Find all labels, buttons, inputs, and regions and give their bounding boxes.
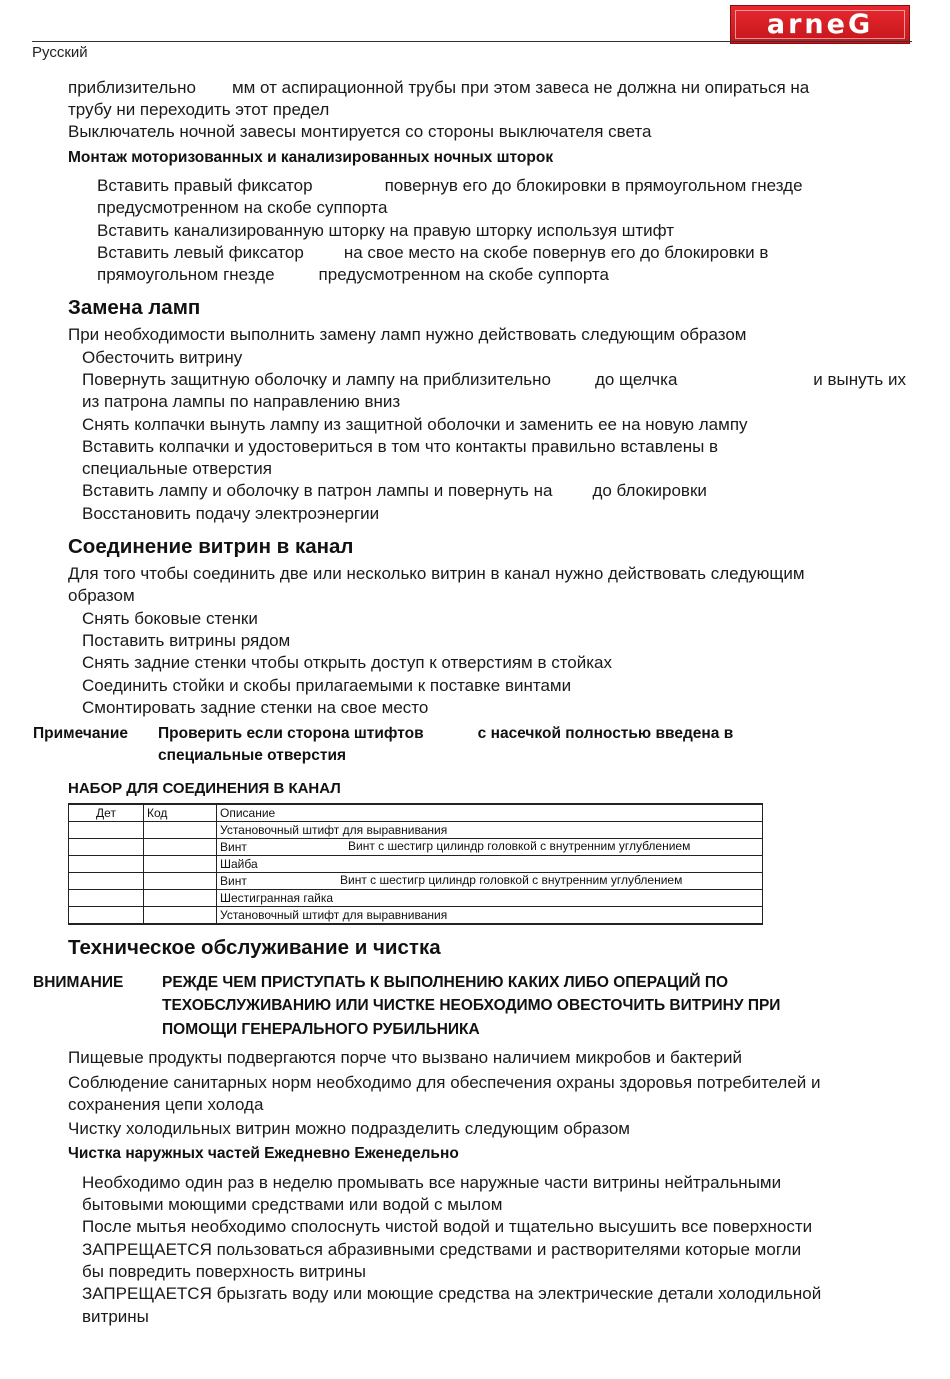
kit-cell-description: Шестигранная гайка — [217, 890, 763, 907]
kit-cell-desc-name: Винт — [220, 873, 247, 888]
lamps-step-2c: и вынуть их — [813, 370, 906, 389]
motorized-line-1a: Вставить правый фиксатор — [97, 176, 313, 195]
channel-step-3: Снять задние стенки чтобы открыть доступ к отверстиям в стойках — [82, 653, 613, 672]
language-label: Русский — [32, 44, 88, 61]
note-line-1b: с насечкой полностью введена в — [477, 725, 734, 742]
lamps-step-3: Снять колпачки вынуть лампу из защитной оболочки и заменить ее на новую лампу — [82, 415, 748, 434]
kit-header-description: Описание — [217, 804, 763, 822]
note-line-1a: Проверить если сторона штифтов — [158, 725, 424, 742]
kit-table — [68, 803, 763, 925]
kit-cell-desc-extra: Винт с шестигр цилиндр головкой с внутренним углублением — [340, 873, 683, 887]
kit-cell-code — [144, 839, 217, 856]
motorized-line-2: предусмотренном на скобе суппорта — [97, 198, 388, 217]
lamps-step-5a: Вставить лампу и оболочку в патрон лампы и повернуть на — [82, 481, 553, 500]
cleaning-line-3b: бы повредить поверхность витрины — [82, 1262, 366, 1281]
kit-cell-part — [69, 907, 144, 925]
header-divider — [32, 41, 912, 42]
logo-text: arneG — [766, 9, 874, 40]
motorized-line-5 — [97, 264, 609, 286]
cleaning-line-1b: бытовыми моющими средствами или водой с мылом — [82, 1195, 503, 1214]
kit-cell-part — [69, 873, 144, 890]
kit-header-part: Дет — [69, 804, 144, 822]
maintenance-p2b: сохранения цепи холода — [68, 1095, 264, 1114]
channel-step-1: Снять боковые стенки — [82, 609, 258, 628]
brand-logo — [730, 5, 910, 44]
kit-cell-code — [144, 873, 217, 890]
lamps-step-2a: Повернуть защитную оболочку и лампу на приблизительно — [82, 370, 551, 389]
cleaning-line-1a: Необходимо один раз в неделю промывать все наружные части витрины нейтральными — [82, 1173, 782, 1192]
kit-cell-part — [69, 890, 144, 907]
intro-line-2: трубу ни переходить этот предел — [68, 100, 330, 119]
cleaning-line-4a: ЗАПРЕЩАЕТСЯ брызгать воду или моющие средства на электрические детали холодильной — [82, 1284, 822, 1303]
kit-cell-part — [69, 822, 144, 839]
kit-cell-code — [144, 907, 217, 925]
kit-row — [69, 822, 763, 839]
kit-cell-code — [144, 856, 217, 873]
maintenance-p1: Пищевые продукты подвергаются порче что вызвано наличием микробов и бактерий — [68, 1048, 742, 1067]
kit-cell-code — [144, 890, 217, 907]
kit-header-row — [69, 804, 763, 822]
warning-label: ВНИМАНИЕ — [33, 974, 124, 991]
kit-cell-code — [144, 822, 217, 839]
intro-line-1a: приблизительно — [68, 78, 196, 97]
kit-title: НАБОР ДЛЯ СОЕДИНЕНИЯ В КАНАЛ — [68, 780, 341, 797]
kit-header-code: Код — [144, 804, 217, 822]
kit-row — [69, 873, 763, 890]
motorized-line-4b: на свое место на скобе повернув его до блокировки в — [343, 243, 769, 262]
maintenance-p2a: Соблюдение санитарных норм необходимо для обеспечения охраны здоровья потребителей и — [68, 1073, 821, 1092]
note-line-1 — [158, 723, 733, 745]
warning-line-1: РЕЖДЕ ЧЕМ ПРИСТУПАТЬ К ВЫПОЛНЕНИЮ КАКИХ ЛИБО ОПЕРАЦИЙ ПО — [162, 974, 729, 991]
intro-line-1 — [68, 77, 809, 99]
cleaning-line-3a: ЗАПРЕЩАЕТСЯ пользоваться абразивными средствами и растворителями которые могли — [82, 1240, 802, 1259]
motorized-line-5b: предусмотренном на скобе суппорта — [318, 265, 609, 284]
lamps-step-5 — [82, 480, 707, 502]
motorized-line-5a: прямоугольном гнезде — [97, 265, 275, 284]
warning-line-3: ПОМОЩИ ГЕНЕРАЛЬНОГО РУБИЛЬНИКА — [162, 1021, 480, 1038]
kit-cell-desc-extra: Винт с шестигр цилиндр головкой с внутренним углублением — [348, 839, 691, 853]
motorized-line-1 — [97, 175, 803, 197]
note-label: Примечание — [33, 725, 128, 742]
cleaning-line-4b: витрины — [82, 1307, 149, 1326]
maintenance-title: Техническое обслуживание и чистка — [68, 936, 441, 959]
kit-cell-part — [69, 839, 144, 856]
lamps-step-4a: Вставить колпачки и удостовериться в том что контакты правильно вставлены в — [82, 437, 719, 456]
motorized-line-4a: Вставить левый фиксатор — [97, 243, 304, 262]
note-line-2: специальные отверстия — [158, 747, 347, 764]
channel-intro-1: Для того чтобы соединить две или несколько витрин в канал нужно действовать следующим — [68, 564, 805, 583]
logo-frame — [735, 10, 905, 39]
motorized-line-1b: повернув его до блокировки в прямоугольном гнезде — [384, 176, 803, 195]
kit-row — [69, 907, 763, 925]
intro-line-1b: мм от аспирационной трубы при этом завеса не должна ни опираться на — [231, 78, 810, 97]
maintenance-p3: Чистку холодильных витрин можно подразделить следующим образом — [68, 1119, 630, 1138]
lamps-step-2b: до щелчка — [594, 370, 678, 389]
lamps-step-2d: из патрона лампы по направлению вниз — [82, 392, 401, 411]
lamps-step-4b: специальные отверстия — [82, 459, 273, 478]
kit-cell-description: Установочный штифт для выравнивания — [217, 907, 763, 925]
kit-cell-desc-name: Винт — [220, 839, 247, 854]
motorized-title: Монтаж моторизованных и канализированных ночных шторок — [68, 149, 554, 166]
lamps-step-5b: до блокировки — [592, 481, 707, 500]
kit-cell-part — [69, 856, 144, 873]
warning-line-2: ТЕХОБСЛУЖИВАНИЮ ИЛИ ЧИСТКЕ НЕОБХОДИМО ОВЕСТОЧИТЬ ВИТРИНУ ПРИ — [162, 997, 781, 1014]
channel-title: Соединение витрин в канал — [68, 535, 354, 558]
kit-cell-description — [217, 873, 763, 890]
cleaning-subtitle: Чистка наружных частей Ежедневно Еженедельно — [68, 1145, 459, 1162]
lamps-intro: При необходимости выполнить замену ламп нужно действовать следующим образом — [68, 325, 747, 344]
kit-cell-description: Установочный штифт для выравнивания — [217, 822, 763, 839]
kit-cell-description: Шайба — [217, 856, 763, 873]
motorized-line-3: Вставить канализированную шторку на правую шторку используя штифт — [97, 221, 675, 240]
motorized-line-4 — [97, 242, 768, 264]
kit-row — [69, 890, 763, 907]
lamps-step-2 — [82, 369, 906, 391]
lamps-step-6: Восстановить подачу электроэнергии — [82, 504, 380, 523]
channel-step-2: Поставить витрины рядом — [82, 631, 291, 650]
lamps-step-1: Обесточить витрину — [82, 348, 243, 367]
kit-cell-description — [217, 839, 763, 856]
channel-step-4: Соединить стойки и скобы прилагаемыми к поставке винтами — [82, 676, 572, 695]
kit-row — [69, 856, 763, 873]
intro-line-3: Выключатель ночной завесы монтируется со стороны выключателя света — [68, 122, 652, 141]
channel-intro-2: образом — [68, 586, 135, 605]
cleaning-line-2: После мытья необходимо сполоснуть чистой водой и тщательно высушить все поверхности — [82, 1217, 813, 1236]
lamps-title: Замена ламп — [68, 296, 201, 319]
channel-step-5: Смонтировать задние стенки на свое место — [82, 698, 429, 717]
kit-row — [69, 839, 763, 856]
